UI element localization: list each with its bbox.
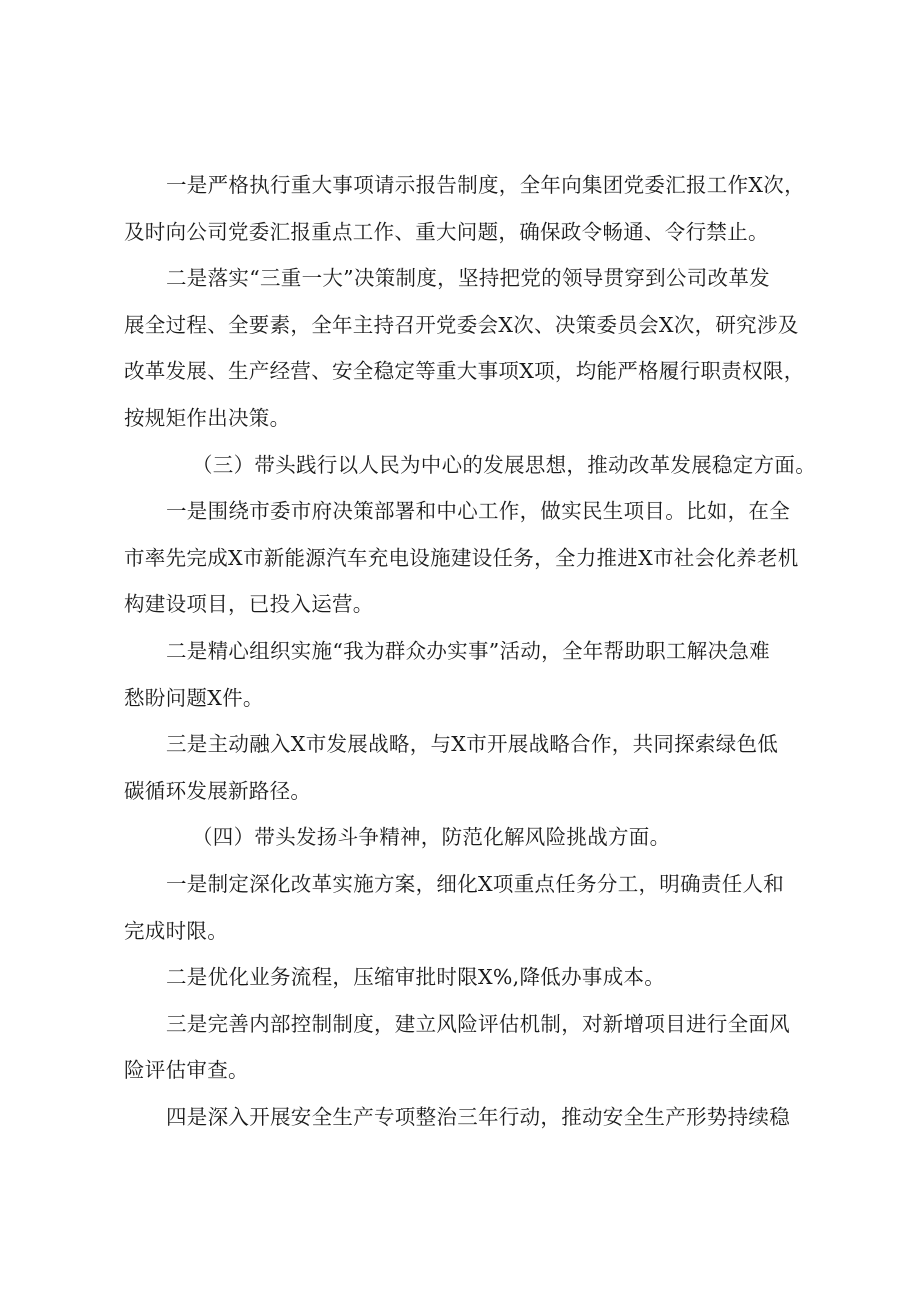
- section-heading: （四）带头发扬斗争精神，防范化解风险挑战方面。: [192, 825, 671, 850]
- paragraph-line: 构建设项目，已投入运营。: [124, 592, 374, 617]
- paragraph-line: 一是严格执行重大事项请示报告制度，全年向集团党委汇报工作X次，: [166, 173, 805, 197]
- paragraph-line: 展全过程、全要素，全年主持召开党委会X次、决策委员会X次，研究涉及: [124, 312, 799, 337]
- paragraph-line: 愁盼问题X件。: [124, 685, 264, 710]
- paragraph-line: 三是完善内部控制制度，建立风险评估机制，对新增项目进行全面风: [166, 1011, 790, 1036]
- paragraph-line: 按规矩作出决策。: [124, 405, 291, 430]
- paragraph-line: 四是深入开展安全生产专项整治三年行动，推动安全生产形势持续稳: [166, 1104, 790, 1129]
- section-heading: （三）带头践行以人民为中心的发展思想，推动改革发展稳定方面。: [192, 452, 816, 477]
- paragraph-line: 市率先完成X市新能源汽车充电设施建设任务，全力推进X市社会化养老机: [124, 545, 799, 570]
- paragraph-line: 碳循环发展新路径。: [124, 778, 312, 803]
- paragraph-line: 二是优化业务流程，压缩审批时限X%,降低办事成本。: [166, 965, 666, 990]
- paragraph-line: 一是制定深化改革实施方案，细化X项重点任务分工，明确责任人和: [166, 871, 785, 896]
- paragraph-line: 改革发展、生产经营、安全稳定等重大事项X项，均能严格履行职责权限，: [124, 359, 805, 384]
- paragraph-line: 一是围绕市委市府决策部署和中心工作，做实民生项目。比如，在全: [166, 499, 790, 524]
- paragraph-line: 险评估审查。: [124, 1058, 249, 1083]
- paragraph-line: 二是精心组织实施“我为群众办实事”活动，全年帮助职工解决急难: [166, 638, 770, 663]
- paragraph-line: 二是落实“三重一大”决策制度，坚持把党的领导贯穿到公司改革发: [166, 266, 770, 291]
- paragraph-line: 及时向公司党委汇报重点工作、重大问题，确保政令畅通、令行禁止。: [124, 219, 769, 244]
- paragraph-line: 完成时限。: [124, 918, 228, 943]
- document-body: [124, 162, 814, 1140]
- paragraph-line: 三是主动融入X市发展战略，与X市开展战略合作，共同探索绿色低: [166, 732, 779, 757]
